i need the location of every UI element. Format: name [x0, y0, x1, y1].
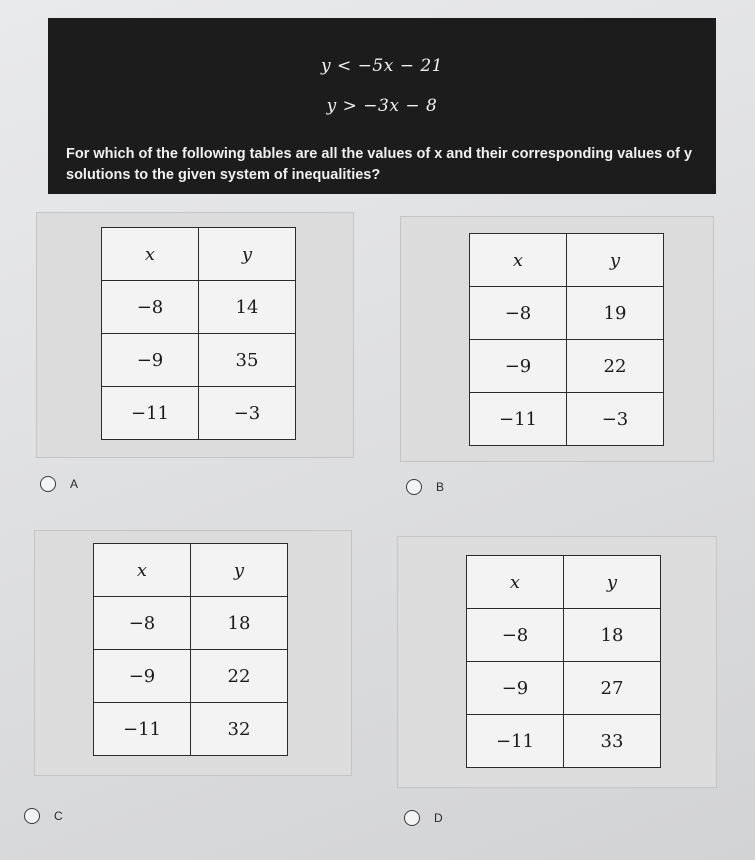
cell-x: −11 [102, 387, 199, 440]
table-row [102, 281, 296, 334]
cell-x: −8 [102, 281, 199, 334]
question-panel [48, 18, 716, 194]
table-header-row [94, 544, 288, 597]
table-header-row [467, 556, 661, 609]
cell-x: −9 [102, 334, 199, 387]
table-row [102, 334, 296, 387]
table-row [102, 387, 296, 440]
table-row [94, 650, 288, 703]
cell-x: −9 [467, 662, 564, 715]
cell-y: 27 [564, 662, 661, 715]
cell-y: −3 [567, 393, 664, 446]
cell-y: 14 [199, 281, 296, 334]
table-header-row [102, 228, 296, 281]
cell-x: −8 [470, 287, 567, 340]
question-prompt: For which of the following tables are all the values of x and their corresponding values of y solutions to the given system of inequalities? [66, 146, 693, 183]
option-d[interactable] [404, 810, 443, 826]
cell-y: 18 [191, 597, 288, 650]
table-row [94, 597, 288, 650]
cell-y: 19 [567, 287, 664, 340]
option-label-d: D [434, 811, 443, 825]
option-label-a: A [70, 477, 79, 491]
table-row [467, 662, 661, 715]
radio-button-b[interactable] [406, 479, 422, 495]
option-label-c: C [54, 809, 63, 823]
choice-card-b[interactable] [400, 216, 714, 462]
table-header-row [470, 234, 664, 287]
inequality-1: y < −5x − 21 [321, 56, 443, 76]
cell-x: −9 [470, 340, 567, 393]
header-x: x [470, 234, 567, 287]
choice-card-c[interactable] [34, 530, 352, 776]
header-y: y [564, 556, 661, 609]
cell-y: 32 [191, 703, 288, 756]
cell-x: −8 [94, 597, 191, 650]
table-row [467, 715, 661, 768]
table-row [470, 340, 664, 393]
table-row [470, 393, 664, 446]
cell-x: −11 [470, 393, 567, 446]
cell-x: −11 [94, 703, 191, 756]
radio-button-d[interactable] [404, 810, 420, 826]
option-c[interactable] [24, 808, 63, 824]
cell-y: 22 [567, 340, 664, 393]
table-row [467, 609, 661, 662]
option-a[interactable] [40, 476, 78, 492]
option-label-b: B [436, 480, 445, 494]
table-row [94, 703, 288, 756]
radio-button-c[interactable] [24, 808, 40, 824]
header-x: x [467, 556, 564, 609]
header-x: x [94, 544, 191, 597]
table-row [470, 287, 664, 340]
choice-card-a[interactable] [36, 212, 354, 458]
cell-x: −11 [467, 715, 564, 768]
table-c [93, 543, 288, 756]
cell-y: −3 [199, 387, 296, 440]
header-y: y [191, 544, 288, 597]
cell-y: 33 [564, 715, 661, 768]
header-x: x [102, 228, 199, 281]
cell-x: −8 [467, 609, 564, 662]
table-d [466, 555, 661, 768]
table-b [469, 233, 664, 446]
option-b[interactable] [406, 479, 444, 495]
header-y: y [199, 228, 296, 281]
inequality-2: y > −3x − 8 [326, 96, 438, 116]
table-a [101, 227, 296, 440]
cell-x: −9 [94, 650, 191, 703]
cell-y: 18 [564, 609, 661, 662]
radio-button-a[interactable] [40, 476, 56, 492]
cell-y: 22 [191, 650, 288, 703]
cell-y: 35 [199, 334, 296, 387]
choice-card-d[interactable] [397, 536, 717, 788]
header-y: y [567, 234, 664, 287]
